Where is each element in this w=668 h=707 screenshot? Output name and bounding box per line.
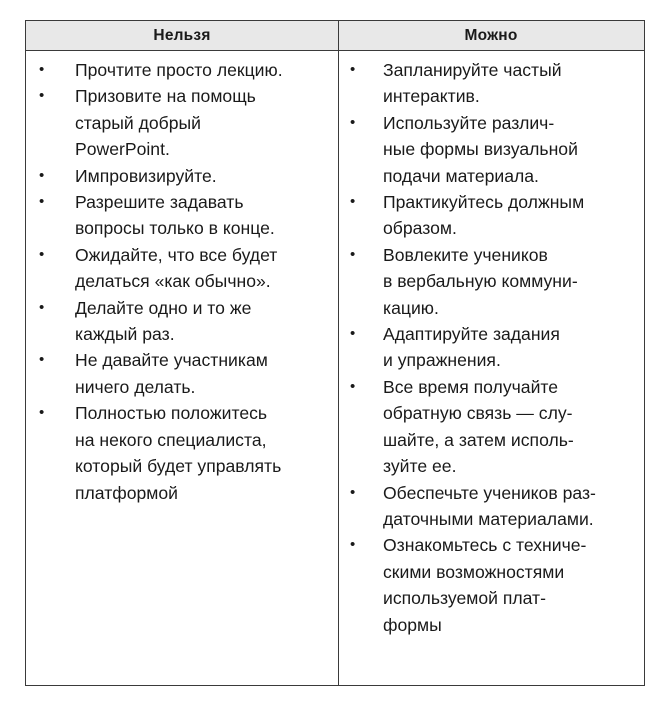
do-list-item: [339, 480, 643, 533]
dont-item-line: Полностью положитесь: [75, 403, 268, 424]
dont-item-line: Прочтите просто лекцию.: [75, 60, 283, 80]
bullet-icon: •: [350, 325, 356, 343]
do-item-line: скими возможностями: [383, 561, 565, 582]
bullet-icon: •: [39, 245, 45, 263]
do-item-line: Все время получайте: [383, 376, 559, 397]
dont-item-line: PowerPoint.: [75, 139, 170, 160]
do-list-item: [339, 374, 643, 480]
dont-item-line: платформой: [75, 482, 179, 503]
dont-item-line: Не давайте участникам: [75, 350, 268, 371]
bullet-icon: •: [39, 193, 45, 211]
do-item-line: кацию.: [383, 297, 439, 318]
bullet-icon: •: [39, 166, 45, 184]
do-item-line: шайте, а затем исполь-: [383, 429, 574, 450]
do-item-line: используемой плат-: [383, 588, 546, 609]
dont-item-line: который будет управлять: [75, 456, 282, 477]
do-list-item: [339, 242, 643, 321]
do-item-line: зуйте ее.: [383, 456, 457, 477]
dont-item-line: Импровизируйте.: [75, 165, 217, 186]
bullet-icon: •: [39, 61, 45, 78]
do-item-line: в вербальную коммуни-: [383, 271, 578, 292]
do-item-line: Запланируйте частый: [383, 60, 562, 80]
dont-list-item: [26, 347, 338, 400]
header-nelzya: Нельзя: [26, 21, 339, 50]
do-list-item: [339, 321, 643, 374]
do-item-line: Адаптируйте задания: [383, 324, 560, 345]
do-item-line: формы: [383, 614, 442, 635]
do-list: [339, 57, 643, 638]
bullet-icon: •: [350, 377, 356, 395]
bullet-icon: •: [39, 298, 45, 316]
dont-list-item: [26, 189, 338, 242]
do-item-line: ные формы визуальной: [383, 139, 578, 160]
dont-list-item: [26, 295, 338, 348]
dont-list-item: [26, 163, 338, 189]
bullet-icon: •: [39, 351, 45, 369]
do-list-item: [339, 110, 643, 189]
dont-item-line: каждый раз.: [75, 324, 175, 345]
dont-item-line: старый добрый: [75, 112, 201, 133]
do-item-line: интерактив.: [383, 86, 480, 107]
right-column: [339, 51, 643, 685]
dont-item-line: Призовите на помощь: [75, 86, 256, 107]
dont-list: [26, 57, 338, 506]
dont-list-item: [26, 242, 338, 295]
dont-list-item: [26, 83, 338, 162]
bullet-icon: •: [350, 536, 356, 554]
bullet-icon: •: [350, 113, 356, 131]
table-header-row: [26, 21, 644, 51]
bullet-icon: •: [350, 483, 356, 501]
bullet-icon: •: [39, 404, 45, 422]
dont-item-line: Делайте одно и то же: [75, 297, 252, 318]
bullet-icon: •: [350, 245, 356, 263]
table-body-row: [26, 51, 644, 685]
do-item-line: Ознакомьтесь с техниче-: [383, 535, 587, 556]
dont-item-line: Разрешите задавать: [75, 192, 244, 213]
do-item-line: Практикуйтесь должным: [383, 192, 585, 213]
do-item-line: подачи материала.: [383, 165, 539, 186]
bullet-icon: •: [350, 61, 356, 78]
do-list-item: [339, 57, 643, 110]
dont-item-line: вопросы только в конце.: [75, 218, 275, 239]
dont-item-line: ничего делать.: [75, 376, 196, 397]
bullet-icon: •: [350, 193, 356, 211]
do-item-line: Используйте различ-: [383, 112, 555, 133]
do-list-item: [339, 532, 643, 638]
do-item-line: даточными материалами.: [383, 508, 594, 529]
do-item-line: и упражнения.: [383, 350, 501, 371]
left-column: [26, 51, 339, 685]
header-mozhno: Можно: [464, 26, 518, 44]
dont-item-line: делаться «как обычно».: [75, 271, 271, 292]
dont-list-item: [26, 400, 338, 506]
bullet-icon: •: [39, 87, 45, 105]
comparison-table: [25, 20, 645, 686]
do-item-line: Вовлеките учеников: [383, 244, 548, 265]
do-list-item: [339, 189, 643, 242]
do-item-line: Обеспечьте учеников раз-: [383, 482, 596, 503]
dont-item-line: Ожидайте, что все будет: [75, 244, 278, 265]
dont-item-line: на некого специалиста,: [75, 429, 267, 450]
do-item-line: обратную связь — слу-: [383, 403, 573, 424]
dont-list-item: [26, 57, 338, 83]
do-item-line: образом.: [383, 218, 457, 239]
